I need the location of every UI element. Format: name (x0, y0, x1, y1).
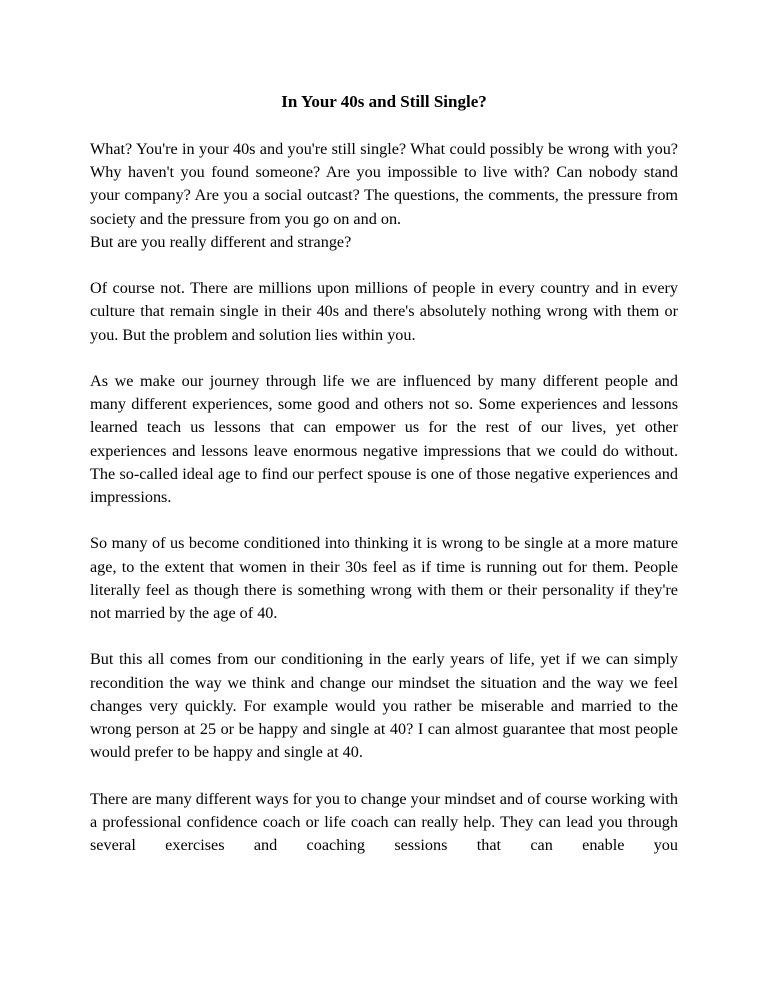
paragraph-1 (90, 138, 678, 254)
paragraph-2: Of course not. There are millions upon millions of people in every country and in every culture that remain single in their 40s and there's absolutely nothing wrong with them or you. But the problem and solution lies within you. (90, 279, 678, 344)
paragraph-3: As we make our journey through life we are influenced by many different people and many different experiences, some good and others not so. Some experiences and lessons learned teach us lessons that can empower us for the rest of our lives, yet other experiences and lessons leave enormous negative impressions that we could do without. The so-called ideal age to find our perfect spouse is one of those negative experiences and impressions. (90, 372, 678, 507)
document-body (90, 138, 678, 857)
paragraph-4: So many of us become conditioned into thinking it is wrong to be single at a more mature age, to the extent that women in their 30s feel as if time is running out for them. People literally feel as though there is something wrong with them or their personality if they're not married by the age of 40. (90, 534, 678, 623)
paragraph-1-continuation: But are you really different and strange? (90, 232, 352, 251)
paragraph-1-text: What? You're in your 40s and you're still single? What could possibly be wrong with you? Why haven't you found someone? Are you impossible to live with? Can nobody stand your company? Are you a social outcast? The questions, the comments, the pressure from society and the pressure from you go on and on. (90, 140, 678, 228)
document-title: In Your 40s and Still Single? (281, 92, 487, 111)
paragraph-5: But this all comes from our conditioning in the early years of life, yet if we can simply recondition the way we think and change our mindset the situation and the way we feel changes very quickly. For example would you rather be miserable and married to the wrong person at 25 or be happy and single at 40? I can almost guarantee that most people would prefer to be happy and single at 40. (90, 650, 678, 762)
paragraph-6: There are many different ways for you to change your mindset and of course working with a professional confidence coach or life coach can really help. They can lead you through several exercises and coaching sessions that can enable you (90, 789, 678, 855)
